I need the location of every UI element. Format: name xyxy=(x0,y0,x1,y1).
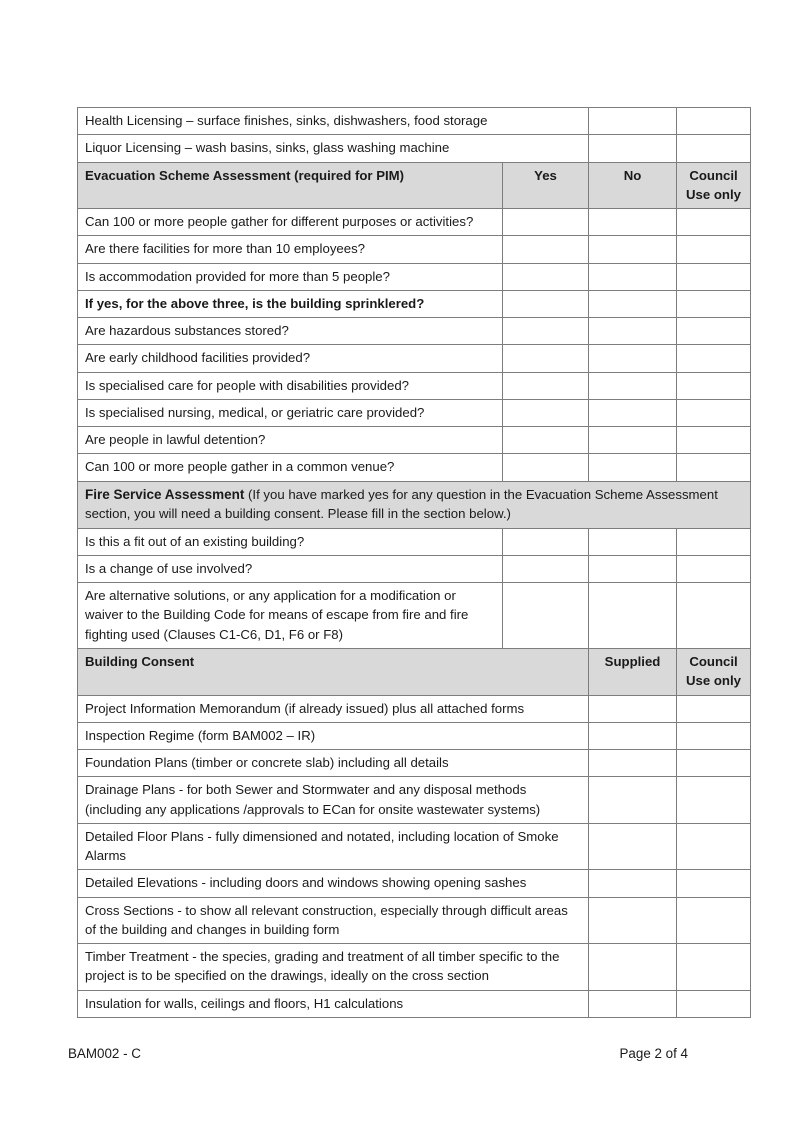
document-label: Drainage Plans - for both Sewer and Stormwater and any disposal methods (including any applications /approvals to ECan for onsite wastewater systems) xyxy=(78,777,589,824)
answer-cell-yes[interactable] xyxy=(503,454,589,481)
supplied-cell[interactable] xyxy=(589,897,677,944)
council-cell[interactable] xyxy=(677,777,751,824)
answer-cell-council[interactable] xyxy=(677,345,751,372)
council-label-line1: Council xyxy=(689,167,738,183)
table-row xyxy=(78,695,751,722)
section-title-building-consent: Building Consent xyxy=(78,649,589,696)
table-row xyxy=(78,108,751,135)
supplied-cell[interactable] xyxy=(589,695,677,722)
answer-cell-council[interactable] xyxy=(677,427,751,454)
document-label: Cross Sections - to show all relevant construction, especially through difficult areas of the building and changes in building form xyxy=(78,897,589,944)
row-label-health-licensing: Health Licensing – surface finishes, sinks, dishwashers, food storage xyxy=(78,108,589,135)
council-cell[interactable] xyxy=(677,823,751,870)
document-label: Project Information Memorandum (if already issued) plus all attached forms xyxy=(78,695,589,722)
answer-cell-yes[interactable] xyxy=(503,427,589,454)
row-cell-council[interactable] xyxy=(677,108,751,135)
table-row xyxy=(78,990,751,1017)
table-row xyxy=(78,897,751,944)
supplied-cell[interactable] xyxy=(589,823,677,870)
answer-cell-council[interactable] xyxy=(677,555,751,582)
answer-cell-yes[interactable] xyxy=(503,528,589,555)
document-label: Timber Treatment - the species, grading and treatment of all timber specific to the project is to be specified on the drawings, ideally on the cross section xyxy=(78,944,589,991)
council-cell[interactable] xyxy=(677,897,751,944)
answer-cell-no[interactable] xyxy=(589,528,677,555)
document-label: Foundation Plans (timber or concrete slab) including all details xyxy=(78,750,589,777)
column-header-yes: Yes xyxy=(503,162,589,209)
table-row xyxy=(78,528,751,555)
supplied-cell[interactable] xyxy=(589,750,677,777)
question-label: Are early childhood facilities provided? xyxy=(78,345,503,372)
answer-cell-council[interactable] xyxy=(677,399,751,426)
answer-cell-council[interactable] xyxy=(677,318,751,345)
section-header-fire-service xyxy=(78,481,751,528)
answer-cell-council[interactable] xyxy=(677,263,751,290)
table-row xyxy=(78,944,751,991)
question-label: Is specialised care for people with disabilities provided? xyxy=(78,372,503,399)
council-label-line2: Use only xyxy=(686,186,741,202)
table-row xyxy=(78,454,751,481)
council-cell[interactable] xyxy=(677,695,751,722)
question-label: Are hazardous substances stored? xyxy=(78,318,503,345)
supplied-cell[interactable] xyxy=(589,990,677,1017)
table-row xyxy=(78,823,751,870)
question-label: Can 100 or more people gather for different purposes or activities? xyxy=(78,209,503,236)
supplied-cell[interactable] xyxy=(589,777,677,824)
column-header-supplied: Supplied xyxy=(589,649,677,696)
answer-cell-no[interactable] xyxy=(589,236,677,263)
table-row xyxy=(78,777,751,824)
page-footer xyxy=(68,1046,688,1061)
column-header-council-use-only xyxy=(677,162,751,209)
answer-cell-council[interactable] xyxy=(677,209,751,236)
table-row xyxy=(78,209,751,236)
supplied-cell[interactable] xyxy=(589,722,677,749)
answer-cell-no[interactable] xyxy=(589,290,677,317)
table-row xyxy=(78,583,751,649)
question-label-sprinklered: If yes, for the above three, is the building sprinklered? xyxy=(78,290,503,317)
answer-cell-yes[interactable] xyxy=(503,345,589,372)
section-title-evacuation: Evacuation Scheme Assessment (required for PIM) xyxy=(78,162,503,209)
answer-cell-no[interactable] xyxy=(589,454,677,481)
table-row xyxy=(78,399,751,426)
answer-cell-yes[interactable] xyxy=(503,290,589,317)
answer-cell-yes[interactable] xyxy=(503,209,589,236)
council-cell[interactable] xyxy=(677,750,751,777)
question-label: Is specialised nursing, medical, or geriatric care provided? xyxy=(78,399,503,426)
table-row xyxy=(78,372,751,399)
supplied-cell[interactable] xyxy=(589,944,677,991)
table-row xyxy=(78,750,751,777)
section-title-fire-service: Fire Service Assessment xyxy=(85,486,245,502)
section-header-building-consent xyxy=(78,649,751,696)
table-row xyxy=(78,290,751,317)
column-header-council-use-only xyxy=(677,649,751,696)
question-label: Are people in lawful detention? xyxy=(78,427,503,454)
answer-cell-council[interactable] xyxy=(677,454,751,481)
table-row xyxy=(78,236,751,263)
answer-cell-yes[interactable] xyxy=(503,263,589,290)
answer-cell-yes[interactable] xyxy=(503,555,589,582)
answer-cell-yes[interactable] xyxy=(503,318,589,345)
council-cell[interactable] xyxy=(677,722,751,749)
row-cell-no[interactable] xyxy=(589,135,677,162)
question-label: Is a change of use involved? xyxy=(78,555,503,582)
answer-cell-no[interactable] xyxy=(589,372,677,399)
footer-page-number: Page 2 of 4 xyxy=(619,1046,688,1061)
row-cell-no[interactable] xyxy=(589,108,677,135)
answer-cell-council[interactable] xyxy=(677,528,751,555)
answer-cell-council[interactable] xyxy=(677,372,751,399)
answer-cell-no[interactable] xyxy=(589,318,677,345)
answer-cell-no[interactable] xyxy=(589,555,677,582)
table-row xyxy=(78,135,751,162)
answer-cell-no[interactable] xyxy=(589,263,677,290)
council-label-line1: Council xyxy=(689,654,738,670)
answer-cell-yes[interactable] xyxy=(503,372,589,399)
section-notice-fire-service xyxy=(78,481,751,528)
table-row xyxy=(78,345,751,372)
answer-cell-council[interactable] xyxy=(677,290,751,317)
footer-form-code: BAM002 - C xyxy=(68,1046,141,1061)
question-label: Is this a fit out of an existing building? xyxy=(78,528,503,555)
table-row xyxy=(78,263,751,290)
document-label: Detailed Floor Plans - fully dimensioned and notated, including location of Smoke Alarms xyxy=(78,823,589,870)
answer-cell-no[interactable] xyxy=(589,345,677,372)
question-label: Can 100 or more people gather in a common venue? xyxy=(78,454,503,481)
section-note-fire-service: (If you have marked yes for any question in the Evacuation Scheme Assessment section, you will need a building consent. Please fill in the section below.) xyxy=(85,486,718,522)
section-header-evacuation xyxy=(78,162,751,209)
council-cell[interactable] xyxy=(677,944,751,991)
answer-cell-no[interactable] xyxy=(589,427,677,454)
table-row xyxy=(78,555,751,582)
supplied-cell[interactable] xyxy=(589,870,677,897)
column-header-no: No xyxy=(589,162,677,209)
answer-cell-yes[interactable] xyxy=(503,583,589,649)
council-cell[interactable] xyxy=(677,990,751,1017)
checklist-table-body xyxy=(78,108,751,1018)
table-row xyxy=(78,722,751,749)
question-label: Are there facilities for more than 10 employees? xyxy=(78,236,503,263)
answer-cell-no[interactable] xyxy=(589,583,677,649)
table-row xyxy=(78,427,751,454)
question-label: Is accommodation provided for more than 5 people? xyxy=(78,263,503,290)
answer-cell-no[interactable] xyxy=(589,209,677,236)
answer-cell-no[interactable] xyxy=(589,399,677,426)
table-row xyxy=(78,318,751,345)
answer-cell-yes[interactable] xyxy=(503,236,589,263)
question-label-alternative-solutions: Are alternative solutions, or any application for a modification or waiver to the Building Code for means of escape from fire and fire fighting used (Clauses C1-C6, D1, F6 or F8) xyxy=(78,583,503,649)
row-cell-council[interactable] xyxy=(677,135,751,162)
council-cell[interactable] xyxy=(677,870,751,897)
council-label-line2: Use only xyxy=(686,673,741,689)
table-row xyxy=(78,870,751,897)
document-label: Inspection Regime (form BAM002 – IR) xyxy=(78,722,589,749)
answer-cell-council[interactable] xyxy=(677,583,751,649)
answer-cell-yes[interactable] xyxy=(503,399,589,426)
answer-cell-council[interactable] xyxy=(677,236,751,263)
document-label: Detailed Elevations - including doors and windows showing opening sashes xyxy=(78,870,589,897)
checklist-table xyxy=(77,107,751,1018)
document-label: Insulation for walls, ceilings and floors, H1 calculations xyxy=(78,990,589,1017)
row-label-liquor-licensing: Liquor Licensing – wash basins, sinks, glass washing machine xyxy=(78,135,589,162)
